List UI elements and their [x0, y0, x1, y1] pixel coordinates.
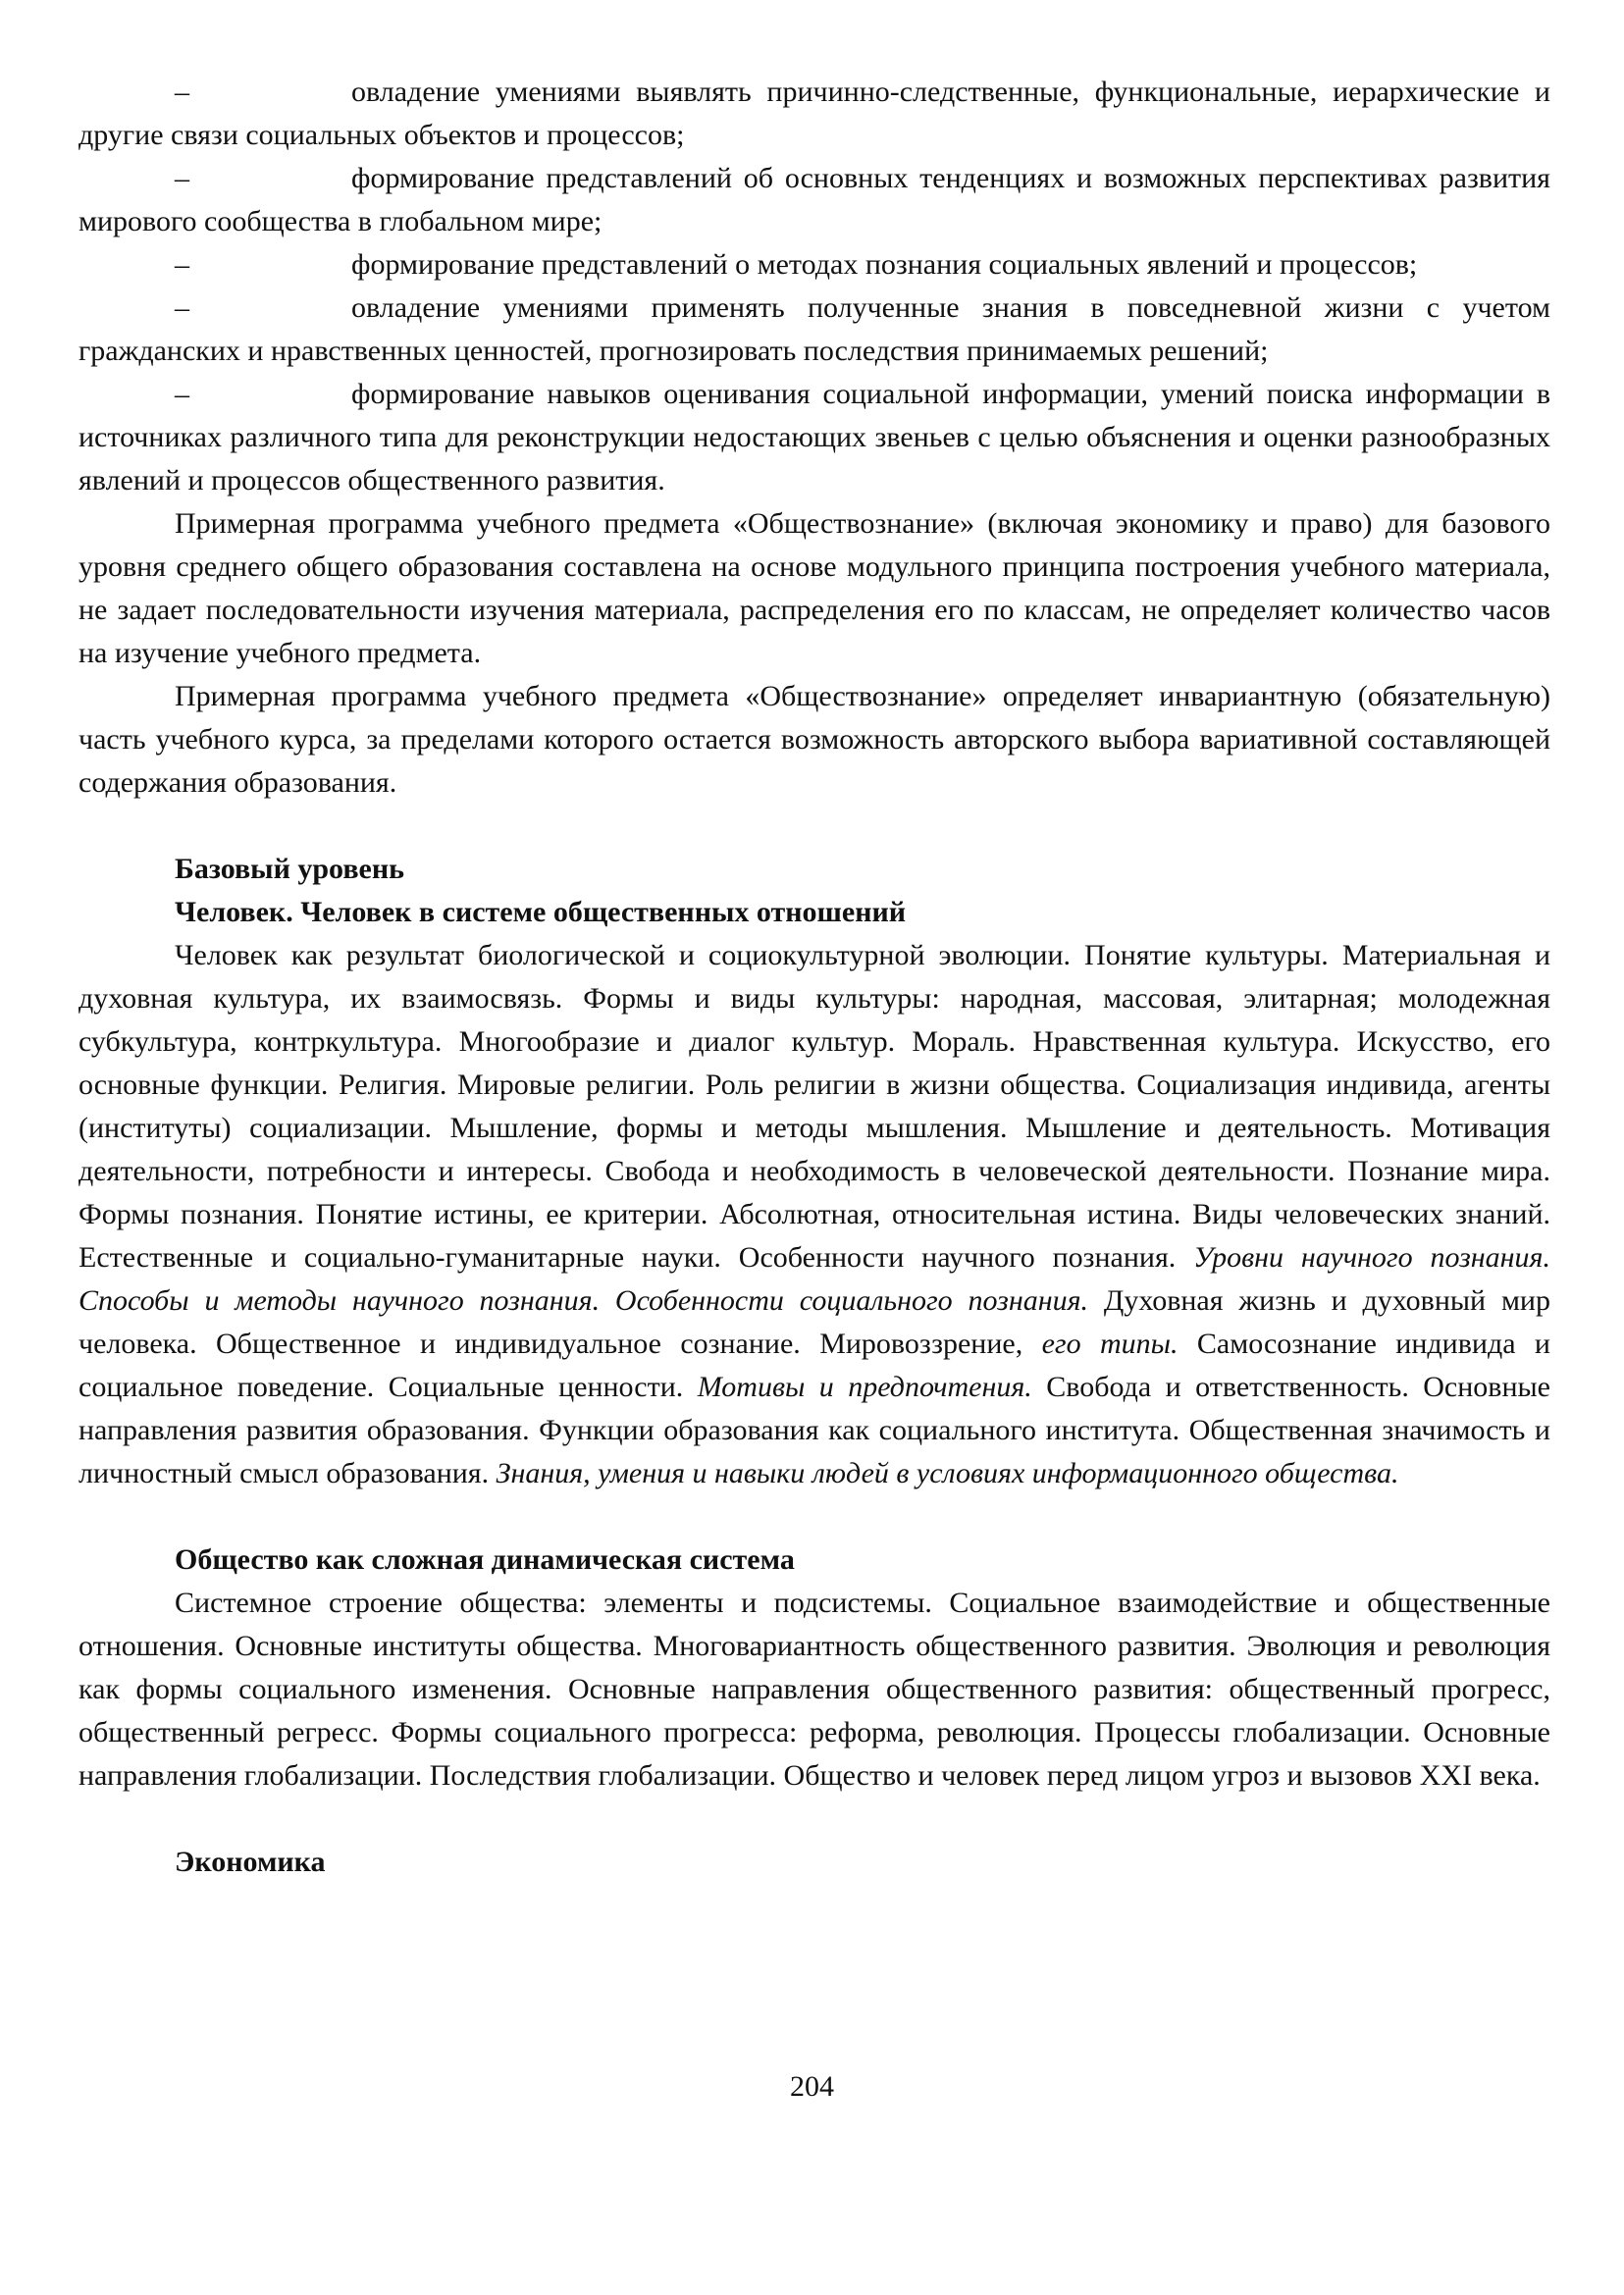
- text-run: Свобода и ответственность. Основные направления развития образования. Функции образования как социального института. Общественная значимость и личностный смысл образования.: [79, 1371, 1550, 1489]
- text-run: Человек как результат биологической и социокультурной эволюции. Понятие культуры. Материальная и духовная культура, их взаимосвязь. Формы и виды культуры: народная, массовая, элитарная; молодежная субкультура, контркультура. Многообразие и диалог культур. Мораль. Нравственная культура. Искусство, его основные функции. Религия. Мировые религии. Роль религии в жизни общества. Социализация индивида, агенты (институты) социализации. Мышление, формы и методы мышления. Мышление и деятельность. Мотивация деятельности, потребности и интересы. Свобода и необходимость в человеческой деятельности. Познание мира. Формы познания. Понятие истины, ее критерии. Абсолютная, относительная истина. Виды человеческих знаний. Естественные и социально-гуманитарные науки. Особенности научного познания.: [79, 939, 1550, 1274]
- italic-text-run: Знания, умения и навыки людей в условиях информационного общества.: [496, 1457, 1399, 1489]
- italic-text-run: его типы.: [1041, 1328, 1179, 1360]
- bullet-marker: –: [175, 76, 189, 108]
- bullet-item: [79, 243, 1550, 287]
- spacer: [79, 805, 1550, 848]
- bullet-item: [79, 373, 1550, 502]
- bullet-marker: –: [175, 378, 189, 410]
- document-page: [79, 71, 1550, 1884]
- section-heading-human: Человек. Человек в системе общественных отношений: [175, 896, 907, 928]
- bullet-item: [79, 287, 1550, 373]
- bullet-text: формирование представлений об основных тенденциях и возможных перспективах развития мирового сообщества в глобальном мире;: [79, 162, 1550, 237]
- section-heading-society: Общество как сложная динамическая система: [175, 1543, 795, 1576]
- bullet-text: овладение умениями выявлять причинно-следственные, функциональные, иерархические и другие связи социальных объектов и процессов;: [79, 76, 1550, 151]
- spacer: [79, 1798, 1550, 1841]
- section-paragraph-human: [79, 934, 1550, 1495]
- spacer: [79, 1495, 1550, 1539]
- text-run: Духовная жизнь и духовный мир человека. Общественное и индивидуальное сознание. Мировоззрение,: [79, 1284, 1550, 1360]
- page-number: 204: [790, 2070, 834, 2103]
- bullet-text: овладение умениями применять полученные знания в повседневной жизни с учетом гражданских и нравственных ценностей, прогнозировать последствия принимаемых решений;: [79, 291, 1550, 367]
- bullet-text: формирование представлений о методах познания социальных явлений и процессов;: [351, 248, 1418, 281]
- italic-text-run: Мотивы и предпочтения.: [697, 1371, 1032, 1403]
- section-heading-economy: Экономика: [175, 1846, 326, 1878]
- intro-paragraph: Примерная программа учебного предмета «Обществознание» определяет инвариантную (обязательную) часть учебного курса, за пределами которого остается возможность авторского выбора вариативной составляющей содержания образования.: [79, 680, 1550, 799]
- level-heading: Базовый уровень: [175, 853, 404, 885]
- section-paragraph-society: Системное строение общества: элементы и подсистемы. Социальное взаимодействие и общественные отношения. Основные институты общества. Многовариантность общественного развития. Эволюция и революция как формы социального изменения. Основные направления общественного развития: общественный прогресс, общественный регресс. Формы социального прогресса: реформа, революция. Процессы глобализации. Основные направления глобализации. Последствия глобализации. Общество и человек перед лицом угроз и вызовов XXI века.: [79, 1587, 1550, 1792]
- text-run: Самосознание индивида и социальное поведение. Социальные ценности.: [79, 1328, 1550, 1403]
- intro-paragraph: Примерная программа учебного предмета «Обществознание» (включая экономику и право) для базового уровня среднего общего образования составлена на основе модульного принципа построения учебного материала, не задает последовательности изучения материала, распределения его по классам, не определяет количество часов на изучение учебного предмета.: [79, 507, 1550, 669]
- italic-text-run: Уровни научного познания. Способы и методы научного познания. Особенности социального познания.: [79, 1241, 1550, 1317]
- bullet-text: формирование навыков оценивания социальной информации, умений поиска информации в источниках различного типа для реконструкции недостающих звеньев с целью объяснения и оценки разнообразных явлений и процессов общественного развития.: [79, 378, 1550, 496]
- bullet-item: [79, 157, 1550, 243]
- bullet-marker: –: [175, 248, 189, 281]
- bullet-marker: –: [175, 162, 189, 194]
- bullet-item: [79, 71, 1550, 157]
- bullet-marker: –: [175, 291, 189, 324]
